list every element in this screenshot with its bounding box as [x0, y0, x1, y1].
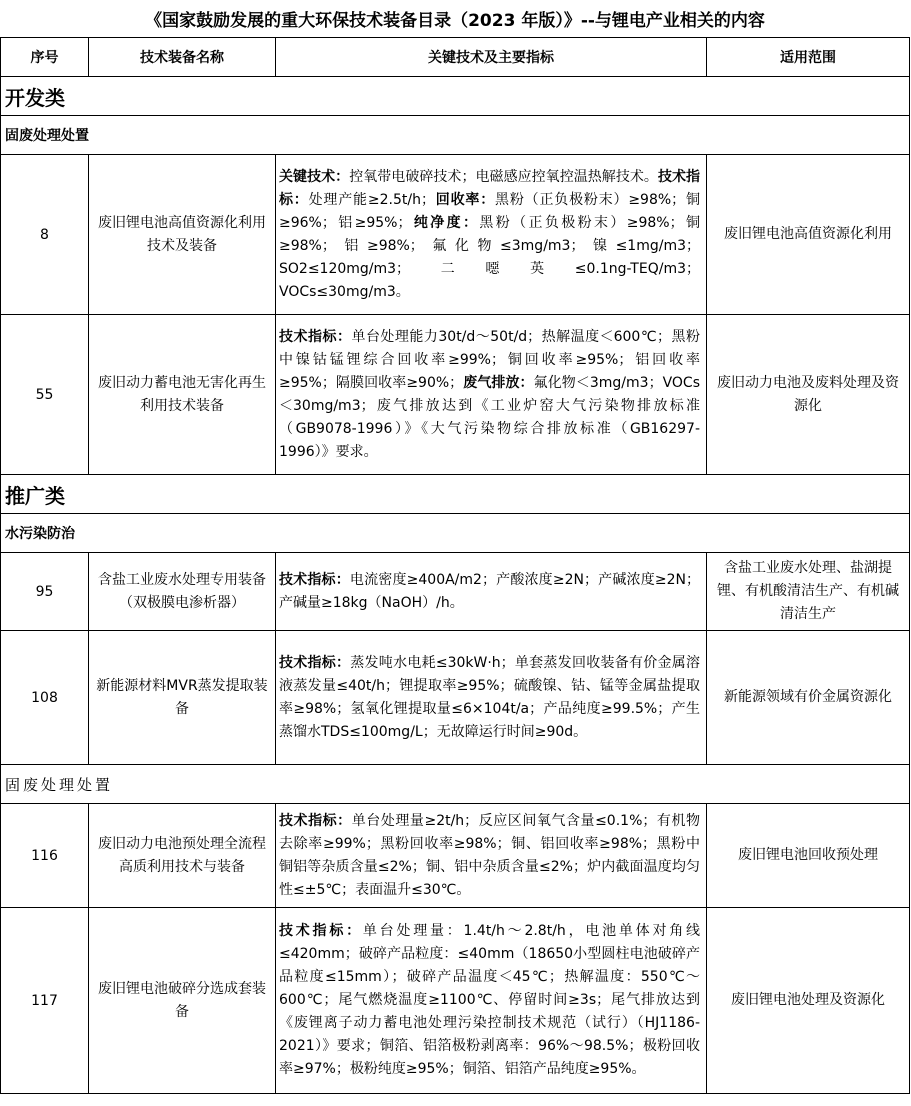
header-no: 序号: [1, 38, 89, 77]
spec-value: 处理产能≥2.5t/h；: [308, 191, 435, 208]
spec-text: [276, 155, 707, 315]
spec-label: 技术指标：: [279, 168, 701, 208]
spec-value: 氟化物＜3mg/m3；VOCs＜30mg/m3；废气排放达到《工业炉窑大气污染物排放标准（GB9078-1996）》《大气污染物综合排放标准（GB16297-1996）》要求。: [279, 374, 700, 460]
equipment-name: 含盐工业废水处理专用装备（双极膜电渗析器）: [89, 553, 276, 631]
row-number: 95: [1, 553, 89, 631]
subcategory-row: [1, 514, 910, 553]
category-row: [1, 77, 910, 116]
category-heading: 开发类: [1, 77, 910, 116]
scope-text: 废旧锂电池高值资源化利用: [707, 155, 910, 315]
scope-text: 废旧锂电池处理及资源化: [707, 908, 910, 1094]
row-number: 108: [1, 631, 89, 765]
spec-text: [276, 804, 707, 908]
row-number: 55: [1, 315, 89, 475]
spec-label: 回收率：: [434, 191, 496, 208]
table-row: [1, 553, 910, 631]
table-row: [1, 804, 910, 908]
header-name: 技术装备名称: [89, 38, 276, 77]
header-row: [1, 38, 910, 77]
subcategory-row: [1, 116, 910, 155]
spec-label: 技术指标：: [279, 654, 351, 671]
spec-text: [276, 908, 707, 1094]
spec-value: 单台处理能力30t/d～50t/d；热解温度＜600℃；黑粉中镍钴锰锂综合回收率≥99%；铜回收率≥95%；铝回收率≥95%；隔膜回收率≥90%；: [279, 328, 701, 391]
header-spec: 关键技术及主要指标: [276, 38, 707, 77]
equipment-name: 废旧锂电池破碎分选成套装备: [89, 908, 276, 1094]
subcategory-heading: 固废处理处置: [1, 765, 910, 804]
table-row: [1, 631, 910, 765]
scope-text: 含盐工业废水处理、盐湖提锂、有机酸清洁生产、有机碱清洁生产: [707, 553, 910, 631]
spec-value: 单台处理量：1.4t/h～2.8t/h，电池单体对角线≤420mm；破碎产品粒度：≤40mm（18650小型圆柱电池破碎产品粒度≤15mm）；破碎产品温度＜45℃；热解温度：550℃～600℃；尾气燃烧温度≥1100℃、停留时间≥3s；尾气排放达到《废锂离子动力蓄电池处理污染控制技术规范（试行）（HJ1186-2021）》要求；铜箔、铝箔极粉剥离率：96%～98.5%；极粉回收率≥97%；极粉纯度≥95%；铜箔、铝箔产品纯度≥95%。: [279, 923, 701, 1077]
row-number: 8: [1, 155, 89, 315]
scope-text: 废旧锂电池回收预处理: [707, 804, 910, 908]
title-row: [1, 0, 910, 38]
spec-label: 技术指标：: [279, 812, 352, 829]
subcategory-row: [1, 765, 910, 804]
spec-label: 废气排放：: [463, 374, 534, 391]
equipment-name: 废旧动力蓄电池无害化再生利用技术装备: [89, 315, 276, 475]
spec-label: 关键技术：: [279, 168, 350, 185]
category-heading: 推广类: [1, 475, 910, 514]
row-number: 117: [1, 908, 89, 1094]
equipment-name: 新能源材料MVR蒸发提取装备: [89, 631, 276, 765]
equipment-name: 废旧锂电池高值资源化利用技术及装备: [89, 155, 276, 315]
subcategory-heading: 固废处理处置: [1, 116, 910, 155]
table-row: [1, 315, 910, 475]
scope-text: 废旧动力电池及废料处理及资源化: [707, 315, 910, 475]
table-row: [1, 908, 910, 1094]
subcategory-heading: 水污染防治: [1, 514, 910, 553]
spec-value: 蒸发吨水电耗≤30kW·h；单套蒸发回收装备有价金属溶液蒸发量≤40t/h；锂提取率≥95%；硫酸镍、钴、锰等金属盐提取率≥98%；氢氧化锂提取量≤6×104t/a；产品纯度≥99.5%；产生蒸馏水TDS≤100mg/L；无故障运行时间≥90d。: [279, 654, 701, 740]
spec-text: [276, 631, 707, 765]
row-number: 116: [1, 804, 89, 908]
page-title: 《国家鼓励发展的重大环保技术装备目录（2023 年版）》--与锂电产业相关的内容: [1, 0, 910, 38]
spec-value: 黑粉（正负极粉末）≥98%；铜≥98%；铝≥98%；氟化物≤3mg/m3；镍≤1mg/m3；SO2≤120mg/m3；二噁英≤0.1ng-TEQ/m3；VOCs≤30mg/m3。: [279, 214, 700, 300]
table-row: [1, 155, 910, 315]
spec-label: 技术指标：: [279, 923, 363, 939]
equipment-name: 废旧动力电池预处理全流程高质利用技术与装备: [89, 804, 276, 908]
spec-label: 技术指标：: [279, 328, 352, 345]
spec-text: [276, 315, 707, 475]
spec-label: 纯净度：: [411, 214, 480, 231]
spec-value: 控氧带电破碎技术；电磁感应控氧控温热解技术。: [349, 168, 658, 185]
spec-text: [276, 553, 707, 631]
category-row: [1, 475, 910, 514]
spec-value: 黑粉（正负极粉末）≥98%；铜≥96%；铝≥95%；: [279, 191, 700, 231]
spec-label: 技术指标：: [279, 571, 350, 588]
spec-value: 电流密度≥400A/m2；产酸浓度≥2N；产碱浓度≥2N；产碱量≥18kg（NaOH）/h。: [279, 571, 701, 611]
header-scope: 适用范围: [707, 38, 910, 77]
scope-text: 新能源领域有价金属资源化: [707, 631, 910, 765]
spec-value: 单台处理量≥2t/h；反应区间氧气含量≤0.1%；有机物去除率≥99%；黑粉回收率≥98%；铜、铝回收率≥98%；黑粉中铜铝等杂质含量≤2%；铜、铝中杂质含量≤2%；炉内截面温度均匀性≤±5℃；表面温升≤30℃。: [279, 812, 701, 898]
